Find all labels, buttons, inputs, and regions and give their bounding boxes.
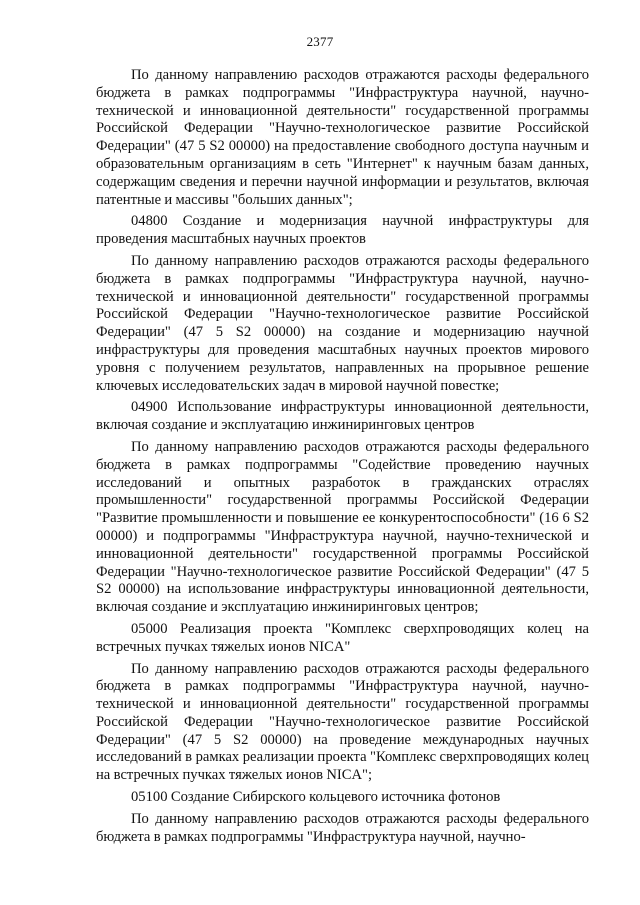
paragraph-expense-description: По данному направлению расходов отражаются расходы федерального бюджета в рамках подпрограммы "Содействие проведению научных исследований и опытных разработок в гражданских отраслях промышленности" государственной программы Российской Федерации "Развитие промышленности и повышение ее конкурентоспособности" (16 6 S2 00000) и подпрограммы "Инфраструктура научной, научно-технической и инновационной деятельности" государственной программы Российской Федерации "Научно-технологическое развитие Российской Федерации" (47 5 S2 00000) на использование инфраструктуры инновационной деятельности, включая создание и эксплуатацию инжиниринговых центров; xyxy=(96,438,589,616)
page-number: 2377 xyxy=(306,34,334,49)
paragraph-expense-description: По данному направлению расходов отражаются расходы федерального бюджета в рамках подпрограммы "Инфраструктура научной, научно-технической и инновационной деятельности" государственной программы Российской Федерации "Научно-технологическое развитие Российской Федерации" (47 5 S2 00000) на предоставление свободного доступа научным и образовательным организациям в сеть "Интернет" к научным базам данных, содержащим сведения и перечни научной информации и результатов, включая патентные и массивы "больших данных"; xyxy=(96,67,589,208)
paragraph-code-heading: 04900 Использование инфраструктуры инновационной деятельности, включая создание и эксплуатацию инжиниринговых центров xyxy=(96,399,589,434)
paragraph-code-heading: 04800 Создание и модернизация научной инфраструктуры для проведения масштабных научных проектов xyxy=(96,213,589,248)
document-body xyxy=(96,67,589,850)
paragraph-expense-description: По данному направлению расходов отражаются расходы федерального бюджета в рамках подпрограммы "Инфраструктура научной, научно-технической и инновационной деятельности" государственной программы Российской Федерации "Научно-технологическое развитие Российской Федерации" (47 5 S2 00000) на проведение международных научных исследований в рамках реализации проекта "Комплекс сверхпроводящих колец на встречных пучках тяжелых ионов NICA"; xyxy=(96,660,589,784)
paragraph-code-heading: 05000 Реализация проекта "Комплекс сверхпроводящих колец на встречных пучках тяжелых ионов NICA" xyxy=(96,620,589,655)
paragraph-expense-description: По данному направлению расходов отражаются расходы федерального бюджета в рамках подпрограммы "Инфраструктура научной, научно-технической и инновационной деятельности" государственной программы Российской Федерации "Научно-технологическое развитие Российской Федерации" (47 5 S2 00000) на создание и модернизацию научной инфраструктуры для проведения масштабных научных проектов мирового уровня с получением результатов, направленных на прорывное решение ключевых исследовательских задач в мировой научной повестке; xyxy=(96,252,589,394)
paragraph-code-heading: 05100 Создание Сибирского кольцевого источника фотонов xyxy=(131,789,501,806)
paragraph-expense-description: По данному направлению расходов отражаются расходы федерального бюджета в рамках подпрограммы "Инфраструктура научной, научно- xyxy=(96,810,589,845)
